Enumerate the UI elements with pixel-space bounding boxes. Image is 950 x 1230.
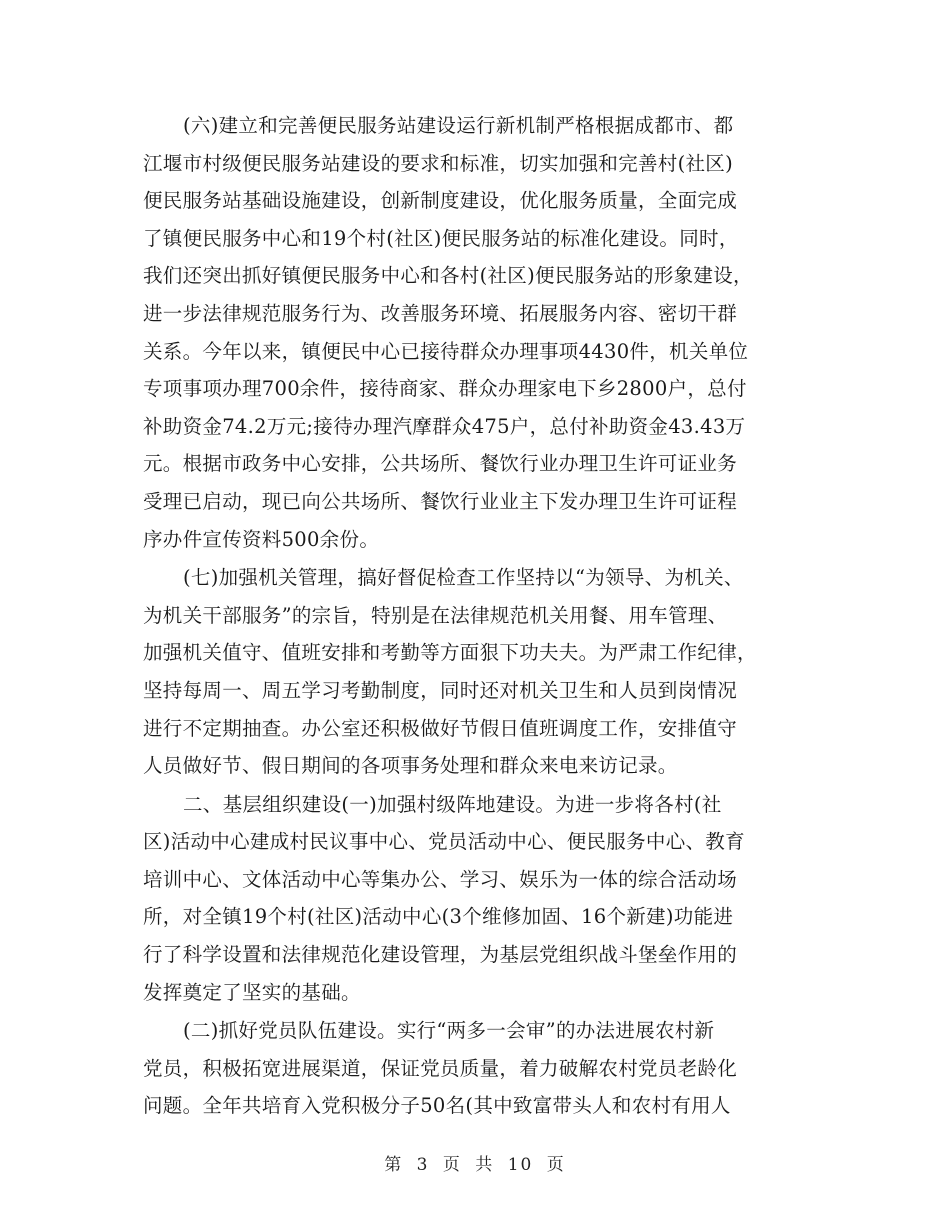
paragraph: [143, 786, 808, 1012]
paragraph: [143, 107, 808, 558]
text-line: 行了科学设置和法律规范化建设管理，为基层党组织战斗堡垒作用的: [143, 943, 738, 967]
text-line: 补助资金74.2万元;接待办理汽摩群众475户，总付补助资金43.43万: [143, 414, 746, 438]
paragraph: [143, 559, 808, 785]
text-line: 问题。全年共培育入党积极分子50名(其中致富带头人和农村有用人: [143, 1094, 731, 1118]
text-line: 坚持每周一、周五学习考勤制度，同时还对机关卫生和人员到岗情况: [143, 678, 738, 702]
text-line: 区)活动中心建成村民议事中心、党员活动中心、便民服务中心、教育: [143, 830, 745, 854]
text-line: 所，对全镇19个村(社区)活动中心(3个维修加固、16个新建)功能进: [143, 905, 734, 929]
text-line: 江堰市村级便民服务站建设的要求和标准，切实加强和完善村(社区): [143, 151, 734, 175]
text-line: (二)抓好党员队伍建设。实行“两多一会审”的办法进展农村新: [183, 1019, 715, 1043]
text-line: 专项事项办理700余件，接待商家、群众办理家电下乡2800户，总付: [143, 377, 747, 401]
text-line: 我们还突出抓好镇便民服务中心和各村(社区)便民服务站的形象建设，: [143, 264, 753, 288]
text-line: (六)建立和完善便民服务站建设运行新机制严格根据成都市、都: [183, 114, 734, 137]
text-line: 人员做好节、假日期间的各项事务处理和群众来电来访记录。: [143, 754, 678, 778]
text-line: 发挥奠定了坚实的基础。: [143, 980, 361, 1004]
document-body: [143, 107, 808, 1126]
text-line: 进一步法律规范服务行为、改善服务环境、拓展服务内容、密切干群: [143, 301, 738, 325]
text-line: 加强机关值守、值班安排和考勤等方面狠下功夫夫。为严肃工作纪律，: [143, 641, 757, 665]
text-line: 党员，积极拓宽进展渠道，保证党员质量，着力破解农村党员老龄化: [143, 1056, 738, 1080]
text-line: 便民服务站基础设施建设，创新制度建设，优化服务质量，全面完成: [143, 189, 738, 213]
text-line: 为机关干部服务”的宗旨，特别是在法律规范机关用餐、用车管理、: [143, 603, 728, 627]
paragraph: [143, 1012, 808, 1125]
text-line: (七)加强机关管理，搞好督促检查工作坚持以“为领导、为机关、: [183, 566, 744, 590]
text-line: 二、基层组织建设(一)加强村级阵地建设。为进一步将各村(社: [183, 792, 722, 816]
page-number-footer: 第 3 页 共 10 页: [384, 1155, 566, 1175]
text-line: 培训中心、文体活动中心等集办公、学习、娱乐为一体的综合活动场: [143, 867, 738, 891]
text-line: 关系。今年以来，镇便民中心已接待群众办理事项4430件，机关单位: [143, 339, 749, 363]
text-line: 受理已启动，现已向公共场所、餐饮行业业主下发办理卫生许可证程: [143, 489, 738, 513]
text-line: 元。根据市政务中心安排，公共场所、餐饮行业办理卫生许可证业务: [143, 452, 738, 476]
text-line: 进行不定期抽查。办公室还积极做好节假日值班调度工作，安排值守: [143, 716, 738, 740]
text-line: 了镇便民服务中心和19个村(社区)便民服务站的标准化建设。同时，: [143, 226, 739, 250]
text-line: 序办件宣传资料500余份。: [143, 527, 380, 551]
